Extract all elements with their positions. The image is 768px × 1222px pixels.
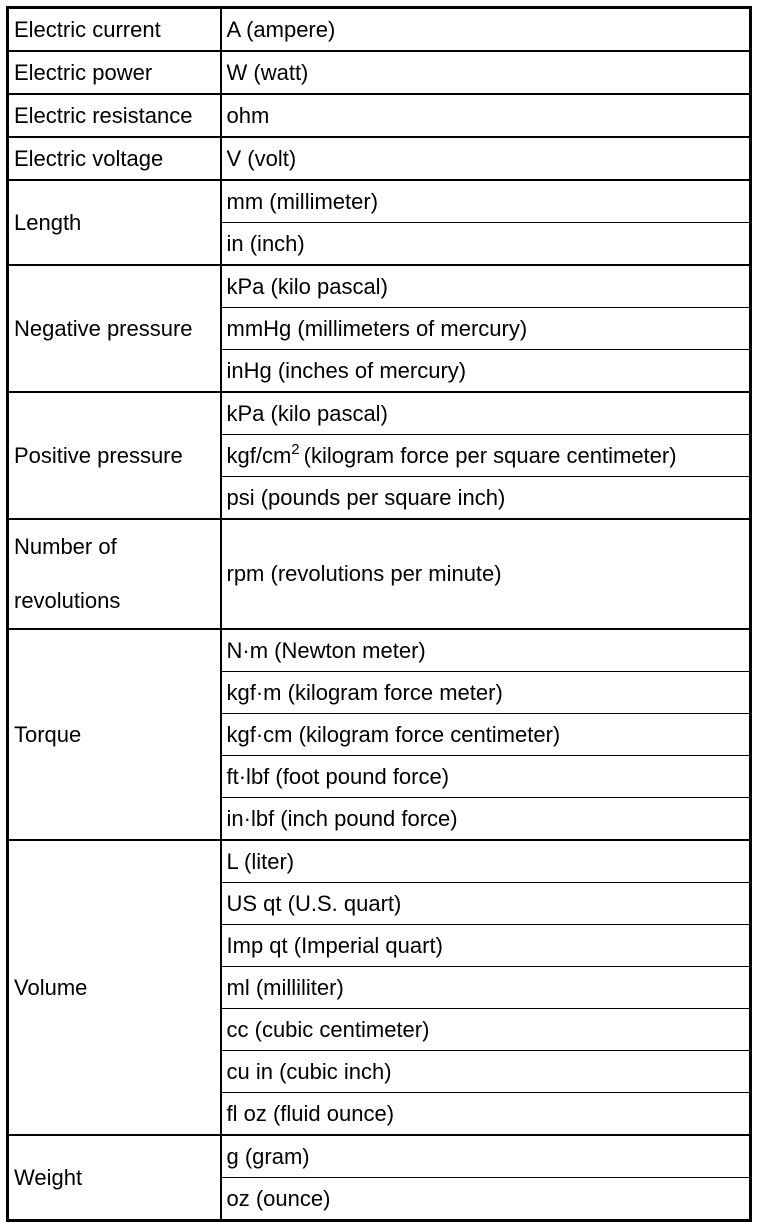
unit-cell: ohm [221,94,751,137]
unit-cell: kPa (kilo pascal) [221,392,751,435]
table-row [8,265,751,308]
unit-cell: Imp qt (Imperial quart) [221,925,751,967]
quantity-cell: Negative pressure [8,265,221,392]
units-table [6,6,752,1222]
quantity-cell [8,519,221,629]
unit-exponent: 2 [291,440,300,458]
unit-cell: W (watt) [221,51,751,94]
unit-cell: ft·lbf (foot pound force) [221,756,751,798]
quantity-line: Number of [14,534,117,559]
unit-cell: kgf·m (kilogram force meter) [221,672,751,714]
unit-symbol: kgf/cm [226,442,292,468]
quantity-cell: Weight [8,1135,221,1221]
quantity-cell: Electric resistance [8,94,221,137]
unit-cell: cu in (cubic inch) [221,1051,751,1093]
unit-cell: US qt (U.S. quart) [221,883,751,925]
unit-cell: psi (pounds per square inch) [221,477,751,520]
table-row [8,8,751,52]
quantity-line: revolutions [14,588,121,613]
unit-cell: ml (milliliter) [221,967,751,1009]
unit-cell [221,435,751,477]
table-row [8,180,751,223]
unit-cell: mmHg (millimeters of mercury) [221,308,751,350]
quantity-cell: Positive pressure [8,392,221,519]
unit-cell: g (gram) [221,1135,751,1178]
unit-cell: fl oz (fluid ounce) [221,1093,751,1136]
table-row [8,1135,751,1178]
unit-cell: in (inch) [221,223,751,266]
unit-cell: inHg (inches of mercury) [221,350,751,393]
unit-cell: kgf·cm (kilogram force centimeter) [221,714,751,756]
unit-cell: A (ampere) [221,8,751,52]
table-row [8,94,751,137]
unit-cell: oz (ounce) [221,1178,751,1221]
quantity-cell: Electric power [8,51,221,94]
table-row [8,51,751,94]
unit-cell: mm (millimeter) [221,180,751,223]
quantity-cell: Electric current [8,8,221,52]
quantity-cell: Torque [8,629,221,840]
unit-description: (kilogram force per square centimeter) [303,442,677,468]
unit-cell: kPa (kilo pascal) [221,265,751,308]
table-row [8,392,751,435]
table-row [8,137,751,180]
unit-cell: cc (cubic centimeter) [221,1009,751,1051]
table-row [8,629,751,672]
unit-cell: in·lbf (inch pound force) [221,798,751,841]
unit-cell: rpm (revolutions per minute) [221,519,751,629]
quantity-cell: Length [8,180,221,265]
unit-cell: L (liter) [221,840,751,883]
unit-cell: V (volt) [221,137,751,180]
quantity-cell: Volume [8,840,221,1135]
unit-cell: N·m (Newton meter) [221,629,751,672]
table-row [8,840,751,883]
quantity-cell: Electric voltage [8,137,221,180]
table-row [8,519,751,629]
